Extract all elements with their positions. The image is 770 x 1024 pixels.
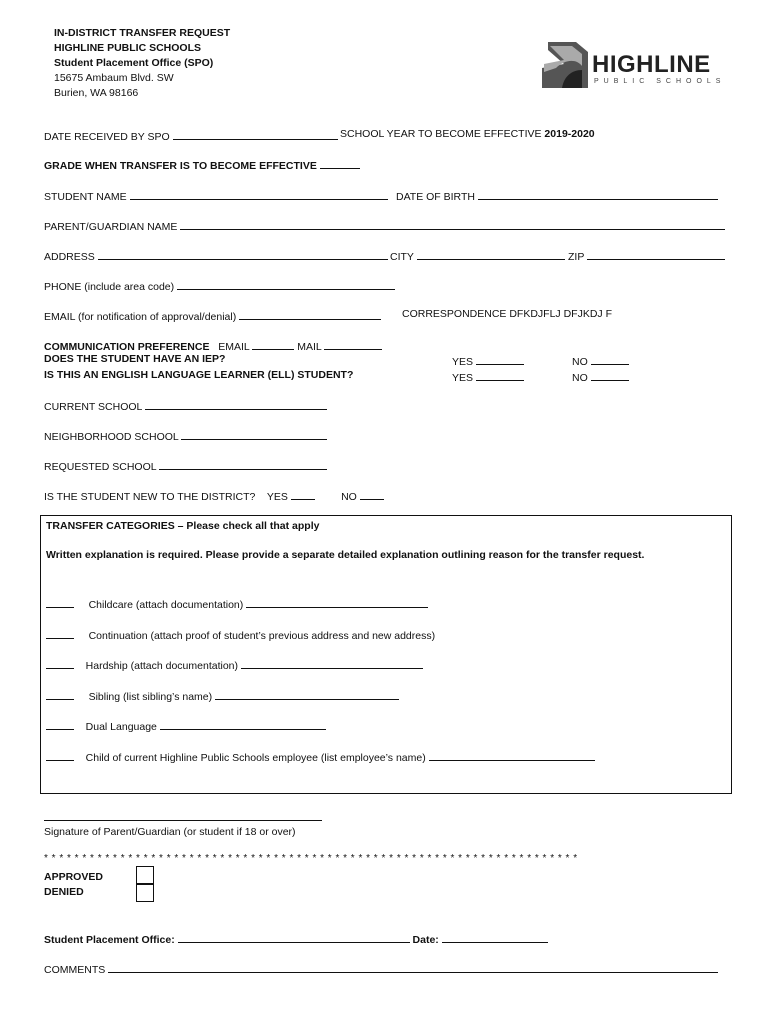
zip-field bbox=[568, 248, 725, 263]
parent-name-field bbox=[44, 218, 725, 233]
ell-question: IS THIS AN ENGLISH LANGUAGE LEARNER (ELL) STUDENT? bbox=[44, 369, 354, 381]
comm-email-input[interactable] bbox=[252, 338, 294, 350]
category-label: Child of current Highline Public Schools employee (list employee’s name) bbox=[85, 752, 426, 764]
parent-name-label: PARENT/GUARDIAN NAME bbox=[44, 221, 178, 233]
category-detail-input[interactable] bbox=[241, 657, 423, 669]
logo-mark-icon bbox=[542, 42, 590, 90]
category-detail-input[interactable] bbox=[160, 718, 326, 730]
grade-field bbox=[44, 157, 360, 172]
ell-no-field bbox=[572, 369, 629, 384]
category-checkbox[interactable] bbox=[46, 688, 74, 700]
ell-yes-label: YES bbox=[452, 372, 474, 384]
office-address-line2: Burien, WA 98166 bbox=[54, 87, 139, 99]
date-received-label: DATE RECEIVED BY SPO bbox=[44, 131, 170, 143]
date-received-field bbox=[44, 128, 338, 143]
category-label: Hardship (attach documentation) bbox=[85, 660, 239, 672]
zip-label: ZIP bbox=[568, 251, 585, 263]
city-label: CITY bbox=[390, 251, 414, 263]
new-to-district-label: IS THE STUDENT NEW TO THE DISTRICT? bbox=[44, 491, 256, 503]
student-name-label: STUDENT NAME bbox=[44, 191, 127, 203]
grade-input[interactable] bbox=[320, 157, 360, 169]
iep-yes-field bbox=[452, 353, 524, 368]
category-checkbox[interactable] bbox=[46, 718, 74, 730]
dob-label: DATE OF BIRTH bbox=[396, 191, 475, 203]
address-input[interactable] bbox=[98, 248, 388, 260]
requested-school-input[interactable] bbox=[159, 458, 327, 470]
ell-no-input[interactable] bbox=[591, 369, 629, 381]
iep-yes-label: YES bbox=[452, 356, 474, 368]
transfer-categories-heading: TRANSFER CATEGORIES – Please check all that apply bbox=[46, 520, 320, 532]
email-input[interactable] bbox=[239, 308, 381, 320]
category-detail-input[interactable] bbox=[429, 749, 595, 761]
new-to-district-yes-input[interactable] bbox=[291, 488, 315, 500]
date-received-input[interactable] bbox=[173, 128, 338, 140]
zip-input[interactable] bbox=[587, 248, 725, 260]
category-childcare bbox=[46, 596, 428, 611]
category-checkbox[interactable] bbox=[46, 749, 74, 761]
category-detail-input[interactable] bbox=[215, 688, 399, 700]
student-name-input[interactable] bbox=[130, 188, 388, 200]
category-dual-language bbox=[46, 718, 326, 733]
new-to-district-field bbox=[44, 488, 384, 503]
denied-label: DENIED bbox=[44, 886, 84, 898]
email-field bbox=[44, 308, 381, 323]
logo-wordmark: HIGHLINE bbox=[592, 51, 711, 78]
separator-stars: * * * * * * * * * * * * * * * * * * * * * * * * * * * * * * * * * * * * * * * * * * * * * * * * * * * * * * * * * * * * * * * * * * * * * * bbox=[44, 853, 578, 864]
transfer-categories-note: Written explanation is required. Please provide a separate detailed explanation outlining reason for the transfer request. bbox=[46, 549, 645, 561]
comments-input[interactable] bbox=[108, 961, 718, 973]
category-checkbox[interactable] bbox=[46, 627, 74, 639]
grade-label: GRADE WHEN TRANSFER IS TO BECOME EFFECTIVE bbox=[44, 160, 317, 172]
district-name: HIGHLINE PUBLIC SCHOOLS bbox=[54, 42, 202, 54]
current-school-input[interactable] bbox=[145, 398, 327, 410]
spo-label: Student Placement Office: bbox=[44, 934, 175, 946]
form-title: IN-DISTRICT TRANSFER REQUEST bbox=[54, 27, 231, 39]
student-name-field bbox=[44, 188, 388, 203]
school-year-label: SCHOOL YEAR TO BECOME EFFECTIVE bbox=[340, 128, 542, 140]
spo-input[interactable] bbox=[178, 931, 410, 943]
address-label: ADDRESS bbox=[44, 251, 95, 263]
new-to-district-yes-label: YES bbox=[266, 491, 288, 503]
spo-date-input[interactable] bbox=[442, 931, 548, 943]
category-label: Continuation (attach proof of student’s previous address and new address) bbox=[88, 630, 436, 642]
category-label: Childcare (attach documentation) bbox=[88, 599, 244, 611]
iep-no-field bbox=[572, 353, 629, 368]
dob-input[interactable] bbox=[478, 188, 718, 200]
neighborhood-school-field bbox=[44, 428, 327, 443]
category-continuation bbox=[46, 627, 435, 642]
spo-date-label: Date: bbox=[412, 934, 439, 946]
requested-school-field bbox=[44, 458, 327, 473]
logo-subtext: PUBLIC SCHOOLS bbox=[594, 78, 726, 85]
phone-input[interactable] bbox=[177, 278, 395, 290]
current-school-label: CURRENT SCHOOL bbox=[44, 401, 143, 413]
signature-line[interactable] bbox=[44, 808, 322, 821]
spo-field bbox=[44, 931, 548, 946]
email-label: EMAIL (for notification of approval/denial) bbox=[44, 311, 237, 323]
school-year-field bbox=[340, 128, 595, 140]
address-field bbox=[44, 248, 388, 263]
city-input[interactable] bbox=[417, 248, 565, 260]
neighborhood-school-label: NEIGHBORHOOD SCHOOL bbox=[44, 431, 179, 443]
category-sibling bbox=[46, 688, 399, 703]
requested-school-label: REQUESTED SCHOOL bbox=[44, 461, 157, 473]
communication-preference-label: COMMUNICATION PREFERENCE bbox=[44, 341, 210, 353]
category-employee-child bbox=[46, 749, 595, 764]
new-to-district-no-label: NO bbox=[341, 491, 357, 503]
comm-email-label: EMAIL bbox=[218, 341, 250, 353]
office-address-line1: 15675 Ambaum Blvd. SW bbox=[54, 72, 174, 84]
office-name: Student Placement Office (SPO) bbox=[54, 57, 214, 69]
school-year-value: 2019-2020 bbox=[544, 128, 595, 140]
comments-label: COMMENTS bbox=[44, 964, 106, 976]
category-hardship bbox=[46, 657, 423, 672]
communication-preference-field bbox=[44, 338, 382, 353]
phone-label: PHONE (include area code) bbox=[44, 281, 175, 293]
iep-question: DOES THE STUDENT HAVE AN IEP? bbox=[44, 353, 226, 365]
dob-field bbox=[396, 188, 718, 203]
ell-no-label: NO bbox=[572, 372, 588, 384]
signature-label: Signature of Parent/Guardian (or student if 18 or over) bbox=[44, 826, 296, 838]
comments-field bbox=[44, 961, 718, 976]
category-label: Dual Language bbox=[85, 721, 157, 733]
category-checkbox[interactable] bbox=[46, 596, 74, 608]
highline-logo bbox=[542, 42, 726, 92]
comm-mail-label: MAIL bbox=[297, 341, 322, 353]
category-label: Sibling (list sibling’s name) bbox=[88, 691, 213, 703]
iep-no-input[interactable] bbox=[591, 353, 629, 365]
current-school-field bbox=[44, 398, 327, 413]
phone-field bbox=[44, 278, 395, 293]
parent-name-input[interactable] bbox=[180, 218, 725, 230]
neighborhood-school-input[interactable] bbox=[181, 428, 327, 440]
approved-checkbox[interactable] bbox=[136, 866, 154, 884]
iep-yes-input[interactable] bbox=[476, 353, 524, 365]
correspondence-text: CORRESPONDENCE DFKDJFLJ DFJKDJ F bbox=[402, 308, 613, 320]
new-to-district-no-input[interactable] bbox=[360, 488, 384, 500]
comm-mail-input[interactable] bbox=[324, 338, 382, 350]
approved-label: APPROVED bbox=[44, 871, 103, 883]
denied-checkbox[interactable] bbox=[136, 884, 154, 902]
iep-no-label: NO bbox=[572, 356, 588, 368]
city-field bbox=[390, 248, 565, 263]
ell-yes-field bbox=[452, 369, 524, 384]
category-detail-input[interactable] bbox=[246, 596, 428, 608]
ell-yes-input[interactable] bbox=[476, 369, 524, 381]
category-checkbox[interactable] bbox=[46, 657, 74, 669]
